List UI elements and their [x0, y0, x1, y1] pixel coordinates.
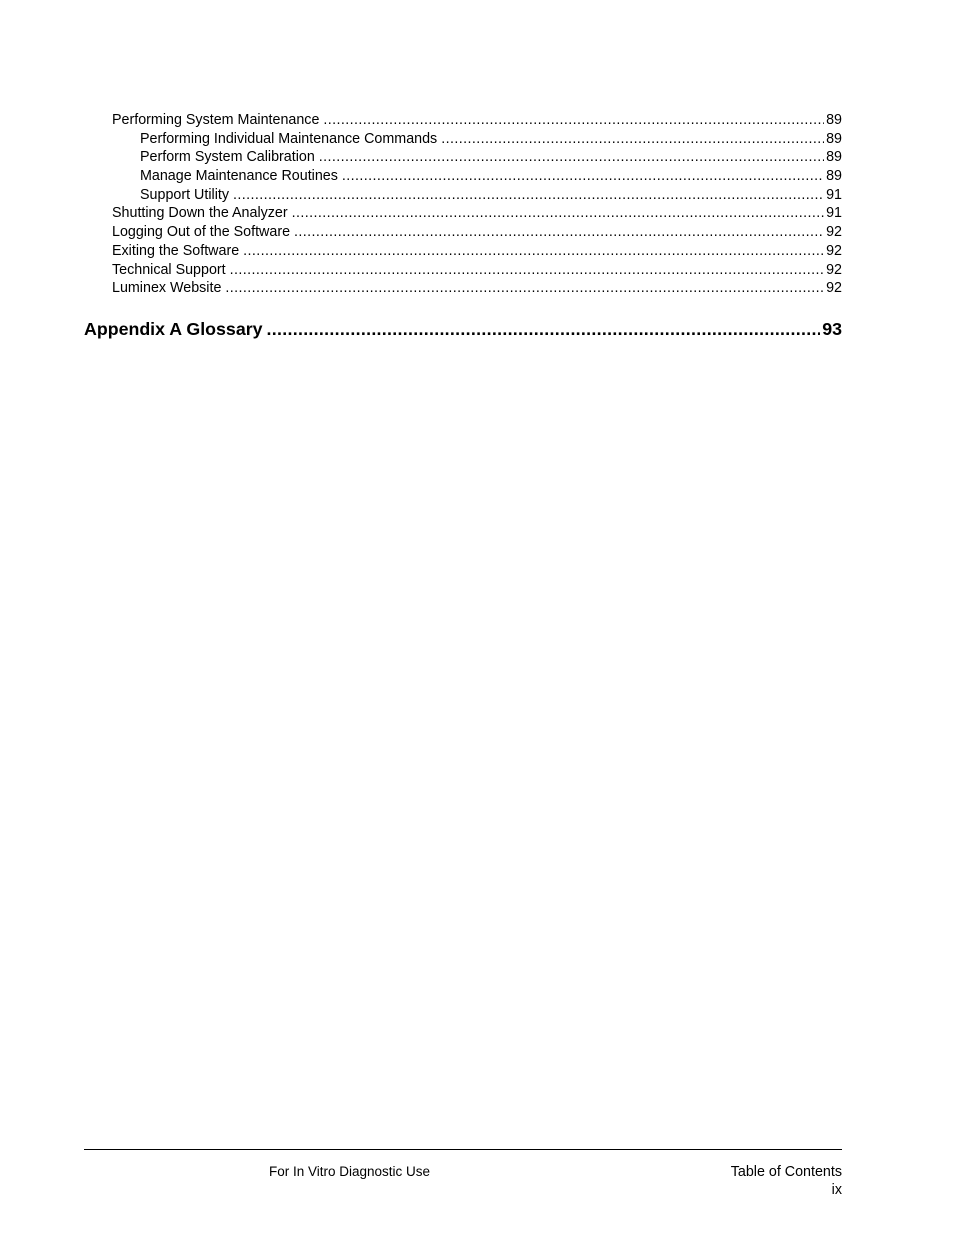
- dot-leader: [233, 186, 824, 205]
- toc-entry-title: Manage Maintenance Routines: [140, 168, 338, 185]
- toc-entry-page: 91: [826, 205, 842, 222]
- toc-chapter-page: 93: [822, 318, 842, 339]
- toc-entry-page: 92: [826, 280, 842, 297]
- dot-leader: [292, 204, 824, 223]
- toc-entry[interactable]: [84, 148, 842, 167]
- table-of-contents: [84, 111, 842, 340]
- toc-entry-page: 89: [826, 149, 842, 166]
- dot-leader: [319, 148, 824, 167]
- toc-entry-title: Logging Out of the Software: [112, 224, 291, 241]
- dot-leader: [243, 242, 824, 261]
- dot-leader: [441, 130, 824, 149]
- toc-entry[interactable]: [84, 186, 842, 205]
- toc-entry-title: Perform System Calibration: [140, 149, 315, 166]
- toc-entry[interactable]: [84, 130, 842, 149]
- toc-entry-title: Shutting Down the Analyzer: [112, 205, 288, 222]
- toc-entry[interactable]: [84, 261, 842, 280]
- footer-divider: [84, 1149, 842, 1150]
- toc-entry-title: Technical Support: [112, 261, 226, 278]
- toc-entry-page: 89: [826, 130, 842, 147]
- toc-entry-page: 89: [826, 168, 842, 185]
- toc-chapter-title: Appendix A Glossary: [84, 318, 263, 339]
- footer-section-title: Table of Contents: [730, 1164, 842, 1180]
- dot-leader: [225, 279, 824, 298]
- toc-entry-title: Exiting the Software: [112, 242, 240, 259]
- toc-entry-title: Support Utility: [140, 186, 229, 203]
- footer-usage-note: For In Vitro Diagnostic Use: [269, 1164, 431, 1179]
- toc-entry-page: 92: [826, 224, 842, 241]
- toc-entry-title: Luminex Website: [112, 280, 222, 297]
- dot-leader: [267, 318, 821, 340]
- toc-entry-page: 91: [826, 186, 842, 203]
- dot-leader: [294, 223, 824, 242]
- toc-entry-title: Performing System Maintenance: [112, 112, 320, 128]
- dot-leader: [342, 167, 824, 186]
- dot-leader: [323, 111, 824, 130]
- toc-entry-page: 89: [826, 112, 842, 128]
- dot-leader: [230, 261, 824, 280]
- toc-entry[interactable]: [84, 204, 842, 223]
- toc-entry-page: 92: [826, 261, 842, 278]
- toc-entry[interactable]: [84, 167, 842, 186]
- footer-section-info: [731, 1163, 842, 1199]
- toc-entry[interactable]: [84, 111, 842, 130]
- toc-chapter-entry[interactable]: [84, 318, 842, 340]
- toc-entry[interactable]: [84, 242, 842, 261]
- footer-page-number: ix: [831, 1182, 842, 1198]
- toc-entry[interactable]: [84, 223, 842, 242]
- toc-entry-page: 92: [826, 242, 842, 259]
- toc-entry-title: Performing Individual Maintenance Commands: [140, 130, 438, 147]
- toc-entry[interactable]: [84, 279, 842, 298]
